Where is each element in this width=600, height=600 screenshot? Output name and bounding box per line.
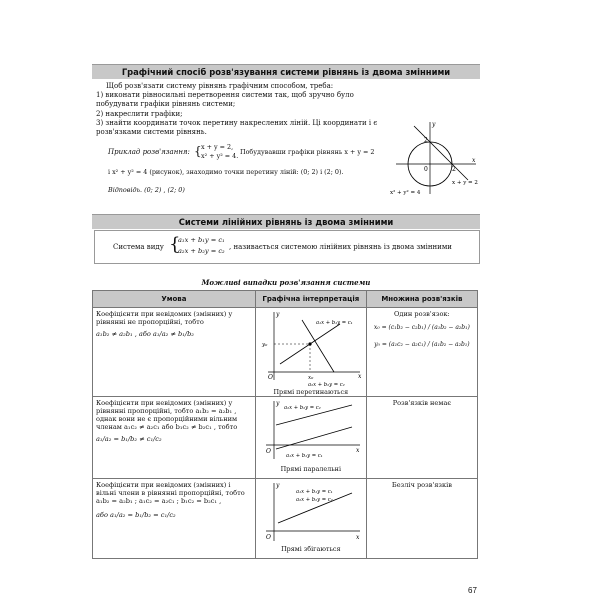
definition-box bbox=[94, 230, 480, 264]
row2-graph-cell bbox=[255, 397, 366, 479]
fig-line-eq: x + y = 2 bbox=[452, 180, 478, 186]
definition-eq1: a₁x + b₁y = c₁ bbox=[178, 236, 225, 244]
row1-x0: x₀ bbox=[307, 375, 314, 381]
example-eq2: x² + y² = 4. bbox=[201, 152, 239, 160]
row1-label2: a₂x + b₂y = c₂ bbox=[307, 382, 345, 388]
header-solutions: Множина розв'язків bbox=[366, 291, 477, 308]
row1-sol-y: y₀ = (a₁c₂ − a₂c₁) / (a₁b₂ − a₂b₁) bbox=[374, 341, 470, 348]
row2-condition: Коефіцієнти при невідомих (змінних) у рівнянні пропорційні, тобто a₁b₂ = a₂b₁ , однак вони не є пропорційними вільним членам a₁c₂ ≠ a₂c₁ або b₁c₂ ≠ b₂c₁ , тобто bbox=[96, 399, 238, 431]
header-graph: Графічна інтерпретація bbox=[255, 291, 366, 308]
textbook-page bbox=[90, 60, 482, 595]
row2-label2: a₁x + b₁y = c₁ bbox=[285, 453, 323, 459]
example-brace: { bbox=[194, 144, 202, 158]
row3-origin: O bbox=[265, 534, 271, 541]
row2-origin: O bbox=[265, 448, 271, 455]
row2-y-label: y bbox=[275, 400, 280, 407]
row1-sol-x: x₀ = (c₁b₂ − c₂b₁) / (a₁b₂ − a₂b₁) bbox=[373, 324, 470, 331]
section1-step-3: 3) знайти координати точок перетину накреслених ліній. Ці координати і є розв'язками системи рівнянь. bbox=[96, 118, 378, 137]
row1-origin: O bbox=[267, 374, 273, 381]
row2-line2 bbox=[276, 427, 352, 449]
table-caption: Можливі випадки розв'язання системи bbox=[201, 278, 371, 287]
row2-condition-cell bbox=[93, 397, 256, 479]
definition-suffix: , називається системою лінійних рівнянь із двома змінними bbox=[229, 243, 452, 251]
row3-solution: Безліч розв'язків bbox=[391, 481, 452, 489]
row3-condition: Коефіцієнти при невідомих (змінних) і вільні члени в рівнянні пропорційні, тобто a₁b₂ = a₂b₁ ; a₁c₂ = a₂c₁ ; b₁c₂ = b₂c₁ , bbox=[96, 481, 245, 505]
section1-step-1: 1) виконати рівносильні перетворення системи так, щоб зручно було побудувати графіки рівнянь системи; bbox=[96, 91, 354, 109]
row3-label1: a₁x + b₁y = c₁ bbox=[295, 489, 333, 495]
row1-condition: Коефіцієнти при невідомих (змінних) у рівнянні не пропорційні, тобто bbox=[96, 310, 233, 326]
page-number: 67 bbox=[468, 586, 477, 595]
section1-step-2: 2) накреслити графіки; bbox=[96, 109, 183, 118]
circle-line-figure bbox=[390, 118, 482, 198]
row1-intersection-point bbox=[308, 342, 311, 345]
example-eq1: x + y = 2, bbox=[201, 143, 234, 151]
cases-table bbox=[92, 290, 478, 559]
example-answer: Відповідь. (0; 2) , (2; 0) bbox=[108, 186, 185, 194]
section1-body bbox=[96, 82, 396, 137]
row1-y-label: y bbox=[275, 311, 280, 318]
row3-graph bbox=[256, 479, 366, 543]
row2-graph bbox=[256, 397, 366, 463]
row1-condition-cell bbox=[93, 308, 256, 397]
row3-solution-cell bbox=[366, 479, 477, 559]
table-row bbox=[93, 308, 478, 397]
section1-title: Графічний спосіб розв'язування системи рівнянь із двома змінними bbox=[92, 64, 480, 79]
table-row bbox=[93, 479, 478, 559]
row2-solution: Розв'язків немає bbox=[392, 399, 452, 407]
definition-prefix: Система виду bbox=[113, 243, 164, 251]
example-label: Приклад розв'язання: bbox=[108, 148, 190, 156]
table-row bbox=[93, 397, 478, 479]
row1-solution: Один розв'язок: bbox=[394, 310, 450, 318]
row2-solution-cell bbox=[366, 397, 477, 479]
row1-graph-caption: Прямі перетинаються bbox=[273, 388, 349, 396]
row1-label1: a₁x + b₁y = c₁ bbox=[315, 320, 353, 326]
row3-y-label: y bbox=[275, 482, 280, 489]
row3-label2: a₂x + b₂y = c₂ bbox=[295, 497, 333, 503]
row2-graph-caption: Прямі паралельні bbox=[280, 465, 341, 473]
definition-eq2: a₂x + b₂y = c₂ bbox=[178, 247, 225, 255]
row3-condition-cell bbox=[93, 479, 256, 559]
row1-y0: y₀ bbox=[261, 342, 268, 348]
row2-formula: a₁/a₂ = b₁/b₂ ≠ c₁/c₂ bbox=[96, 435, 162, 443]
fig-two-label: 2 bbox=[424, 137, 428, 144]
row1-x-label: x bbox=[357, 373, 362, 380]
fig-y-label: y bbox=[432, 121, 436, 128]
row2-x-label: x bbox=[355, 447, 360, 454]
row3-formula: або a₁/a₂ = b₁/b₂ = c₁/c₂ bbox=[96, 511, 176, 519]
row3-graph-cell bbox=[255, 479, 366, 559]
fig-x-label: x bbox=[472, 157, 476, 164]
example-text1: Побудувавши графіки рівнянь x + y = 2 bbox=[240, 148, 375, 156]
table-header-row bbox=[93, 291, 478, 308]
header-condition: Умова bbox=[93, 291, 256, 308]
section2-title: Системи лінійних рівнянь із двома змінними bbox=[92, 214, 480, 229]
row1-solution-cell bbox=[366, 308, 477, 397]
fig-circle-eq: x² + y² = 4 bbox=[390, 190, 421, 196]
fig-line bbox=[414, 126, 468, 180]
row1-graph bbox=[256, 308, 366, 388]
row3-graph-caption: Прямі збігаються bbox=[281, 545, 341, 553]
row3-x-label: x bbox=[355, 534, 360, 541]
example-text2: і x² + y² = 4 (рисунок), знаходимо точки перетину ліній: (0; 2) і (2; 0). bbox=[108, 168, 344, 176]
fig-zero-label: 0 bbox=[424, 166, 428, 173]
row2-label1: a₂x + b₂y = c₂ bbox=[283, 405, 321, 411]
section1-intro: Щоб розв'язати систему рівнянь графічним способом, треба: bbox=[106, 82, 334, 90]
fig-two-x-label: 2 bbox=[452, 166, 456, 173]
row1-graph-cell bbox=[255, 308, 366, 397]
definition-brace: { bbox=[169, 234, 181, 255]
row1-formula: a₁b₂ ≠ a₂b₁ , або a₁/a₂ ≠ b₁/b₂ bbox=[96, 330, 194, 338]
